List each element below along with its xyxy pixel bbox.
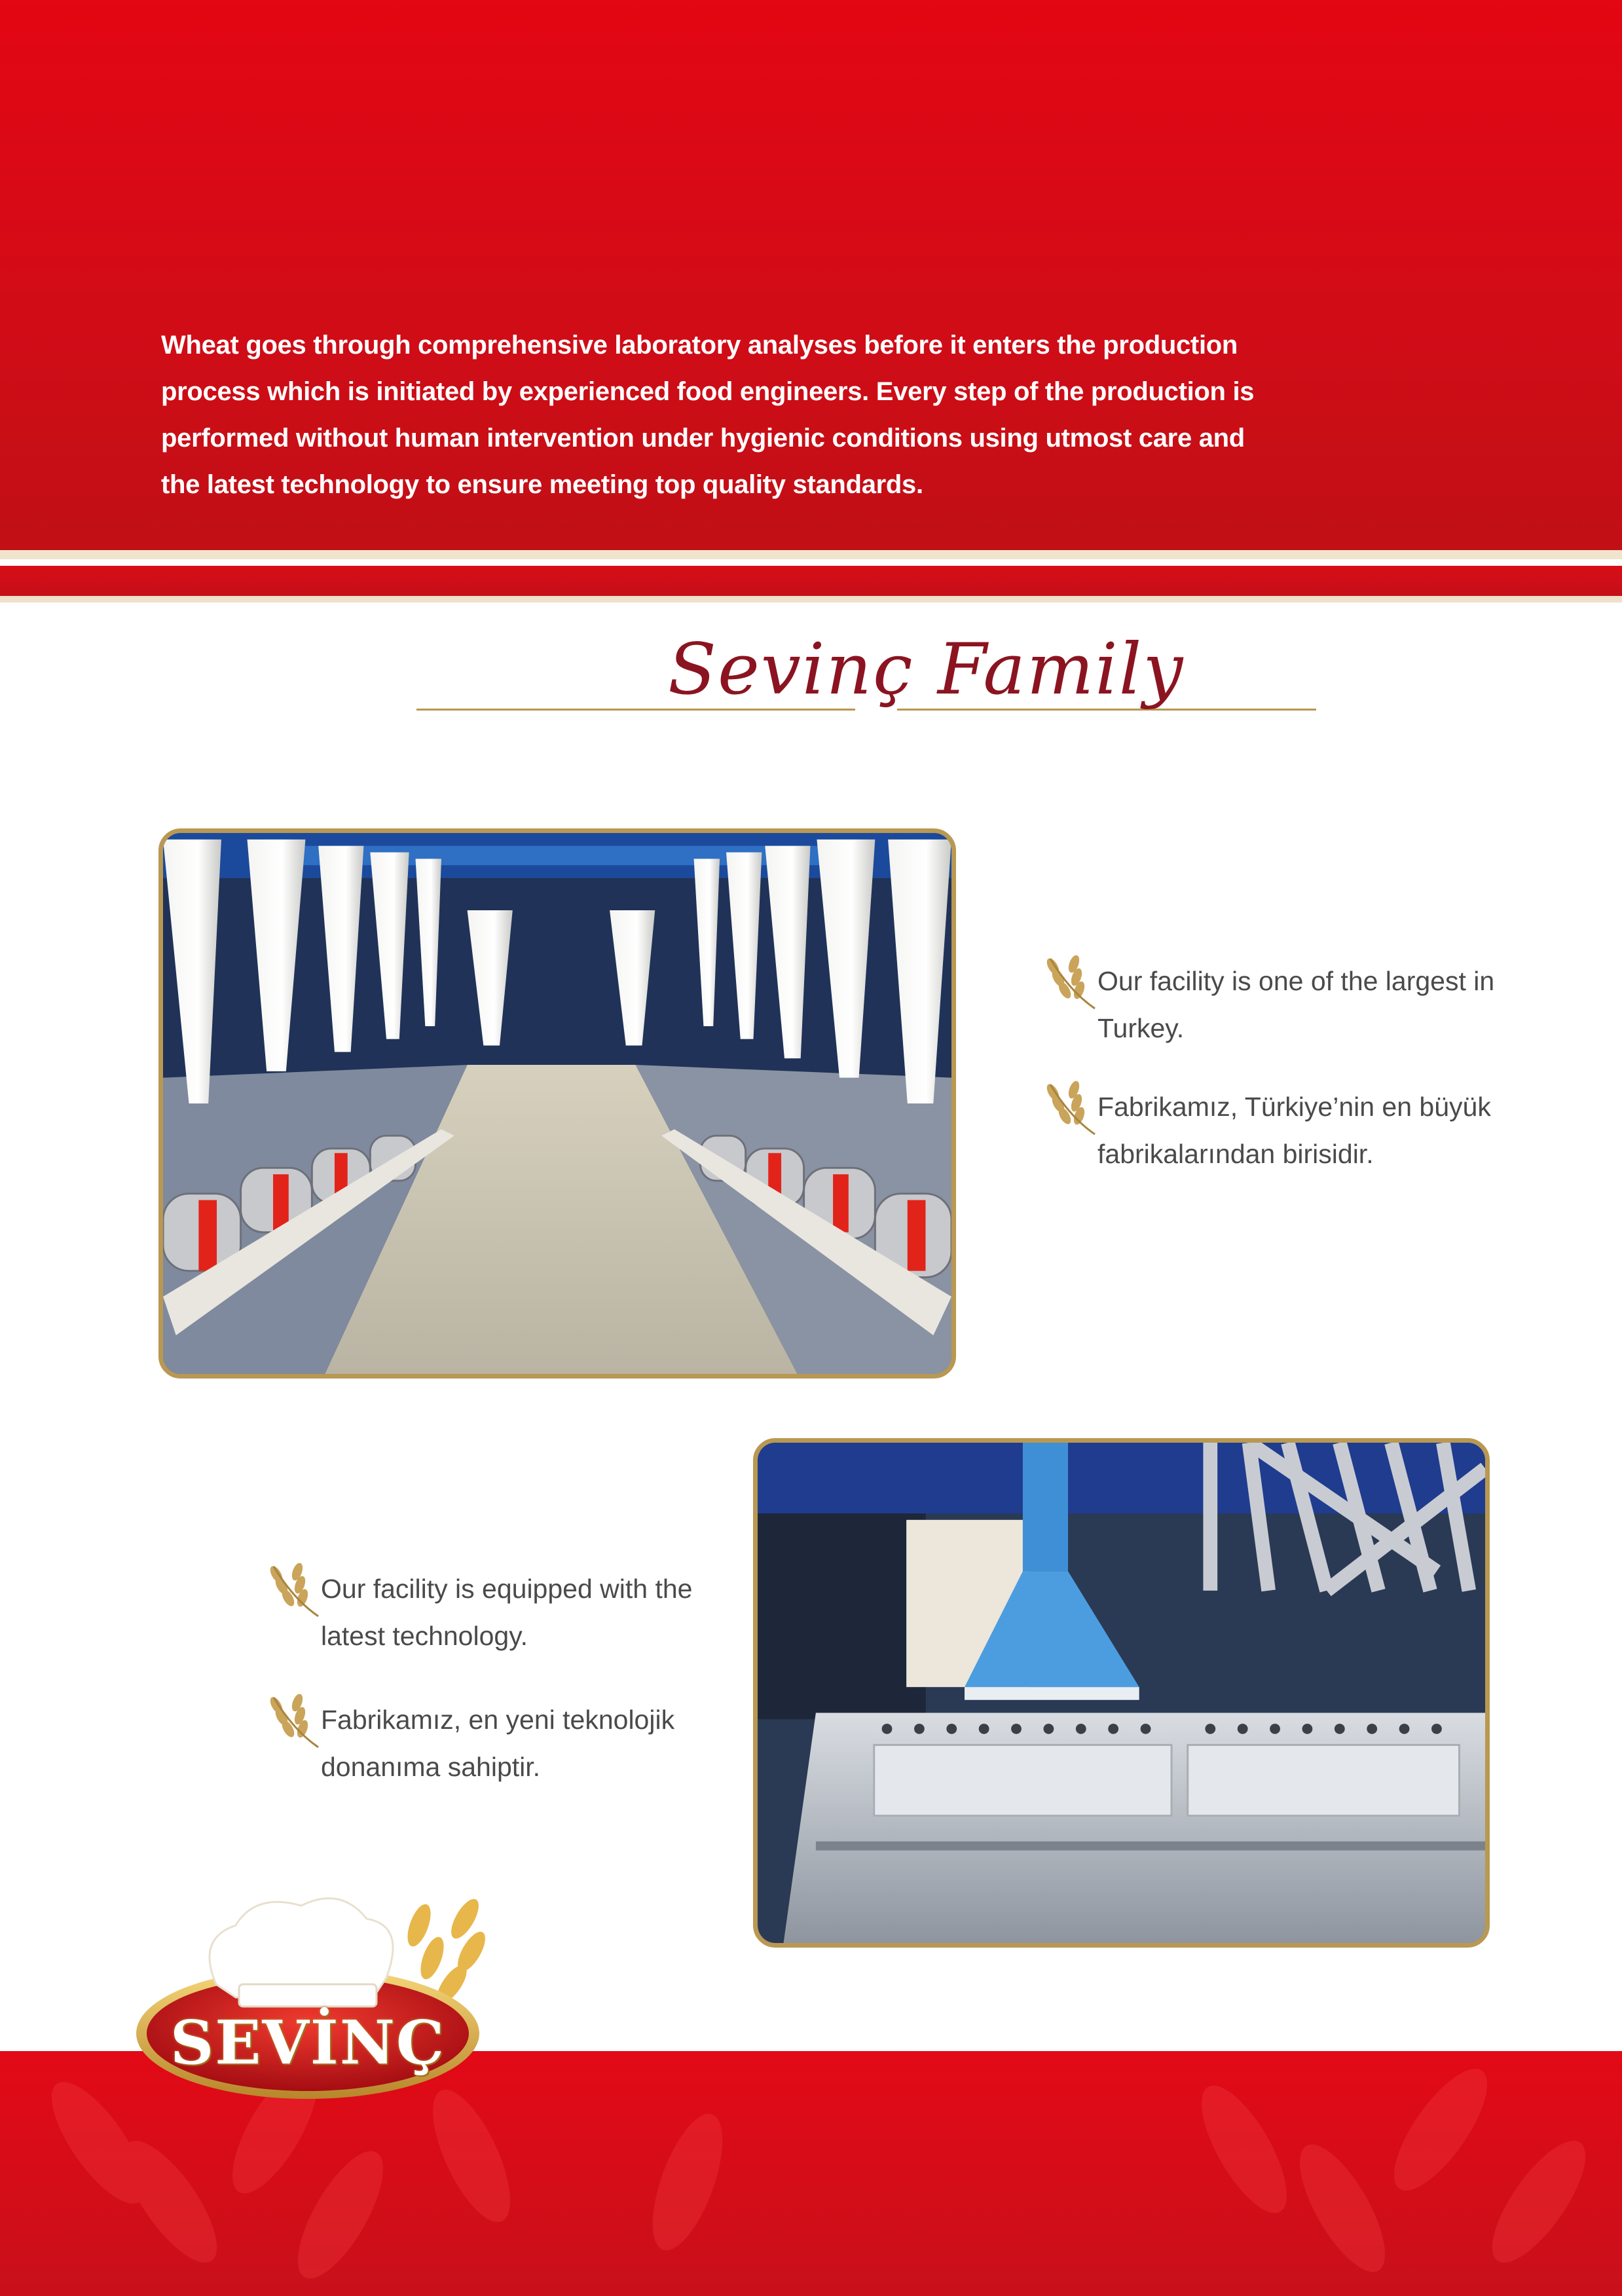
wheat-icon (261, 1691, 321, 1750)
divider-stripe (0, 559, 1622, 566)
sevinc-logo (124, 1886, 517, 2102)
wheat-icon (1037, 952, 1097, 1011)
logo-wordmark: SEVİNÇ (170, 2007, 446, 2078)
roller-mill-image (758, 1443, 1485, 1943)
section-title: Sevinç Family (668, 629, 1185, 711)
divider-stripe (0, 566, 1622, 596)
divider-stripe (0, 596, 1622, 602)
facility-size-tr: Fabrikamız, Türkiye’nin en büyük fabrikalarından birisidir. (1097, 1092, 1491, 1169)
intro-paragraph: Wheat goes through comprehensive laboratory analyses before it enters the production process which is initiated by experienced food engineers. Every step of the production is performed without human intervention under hygienic conditions using utmost care and the latest technology to ensure meeting top quality standards. (161, 331, 1255, 499)
facility-size-en: Our facility is one of the largest in Turkey. (1097, 966, 1495, 1043)
bullet-item (1097, 957, 1503, 1052)
facility-tech-en: Our facility is equipped with the latest technology. (321, 1574, 693, 1651)
bullet-item (1097, 1083, 1503, 1177)
divider-stripe (0, 550, 1622, 559)
facility-photo-2 (753, 1438, 1490, 1948)
facility-tech-tr: Fabrikamız, en yeni teknolojik donanıma sahiptir. (321, 1705, 675, 1782)
wheat-icon (261, 1560, 321, 1619)
mill-interior-image (163, 833, 951, 1374)
bullet-item (321, 1565, 740, 1659)
wheat-icon (1037, 1078, 1097, 1137)
facility-photo-1 (158, 828, 956, 1379)
bullet-item (321, 1696, 740, 1790)
